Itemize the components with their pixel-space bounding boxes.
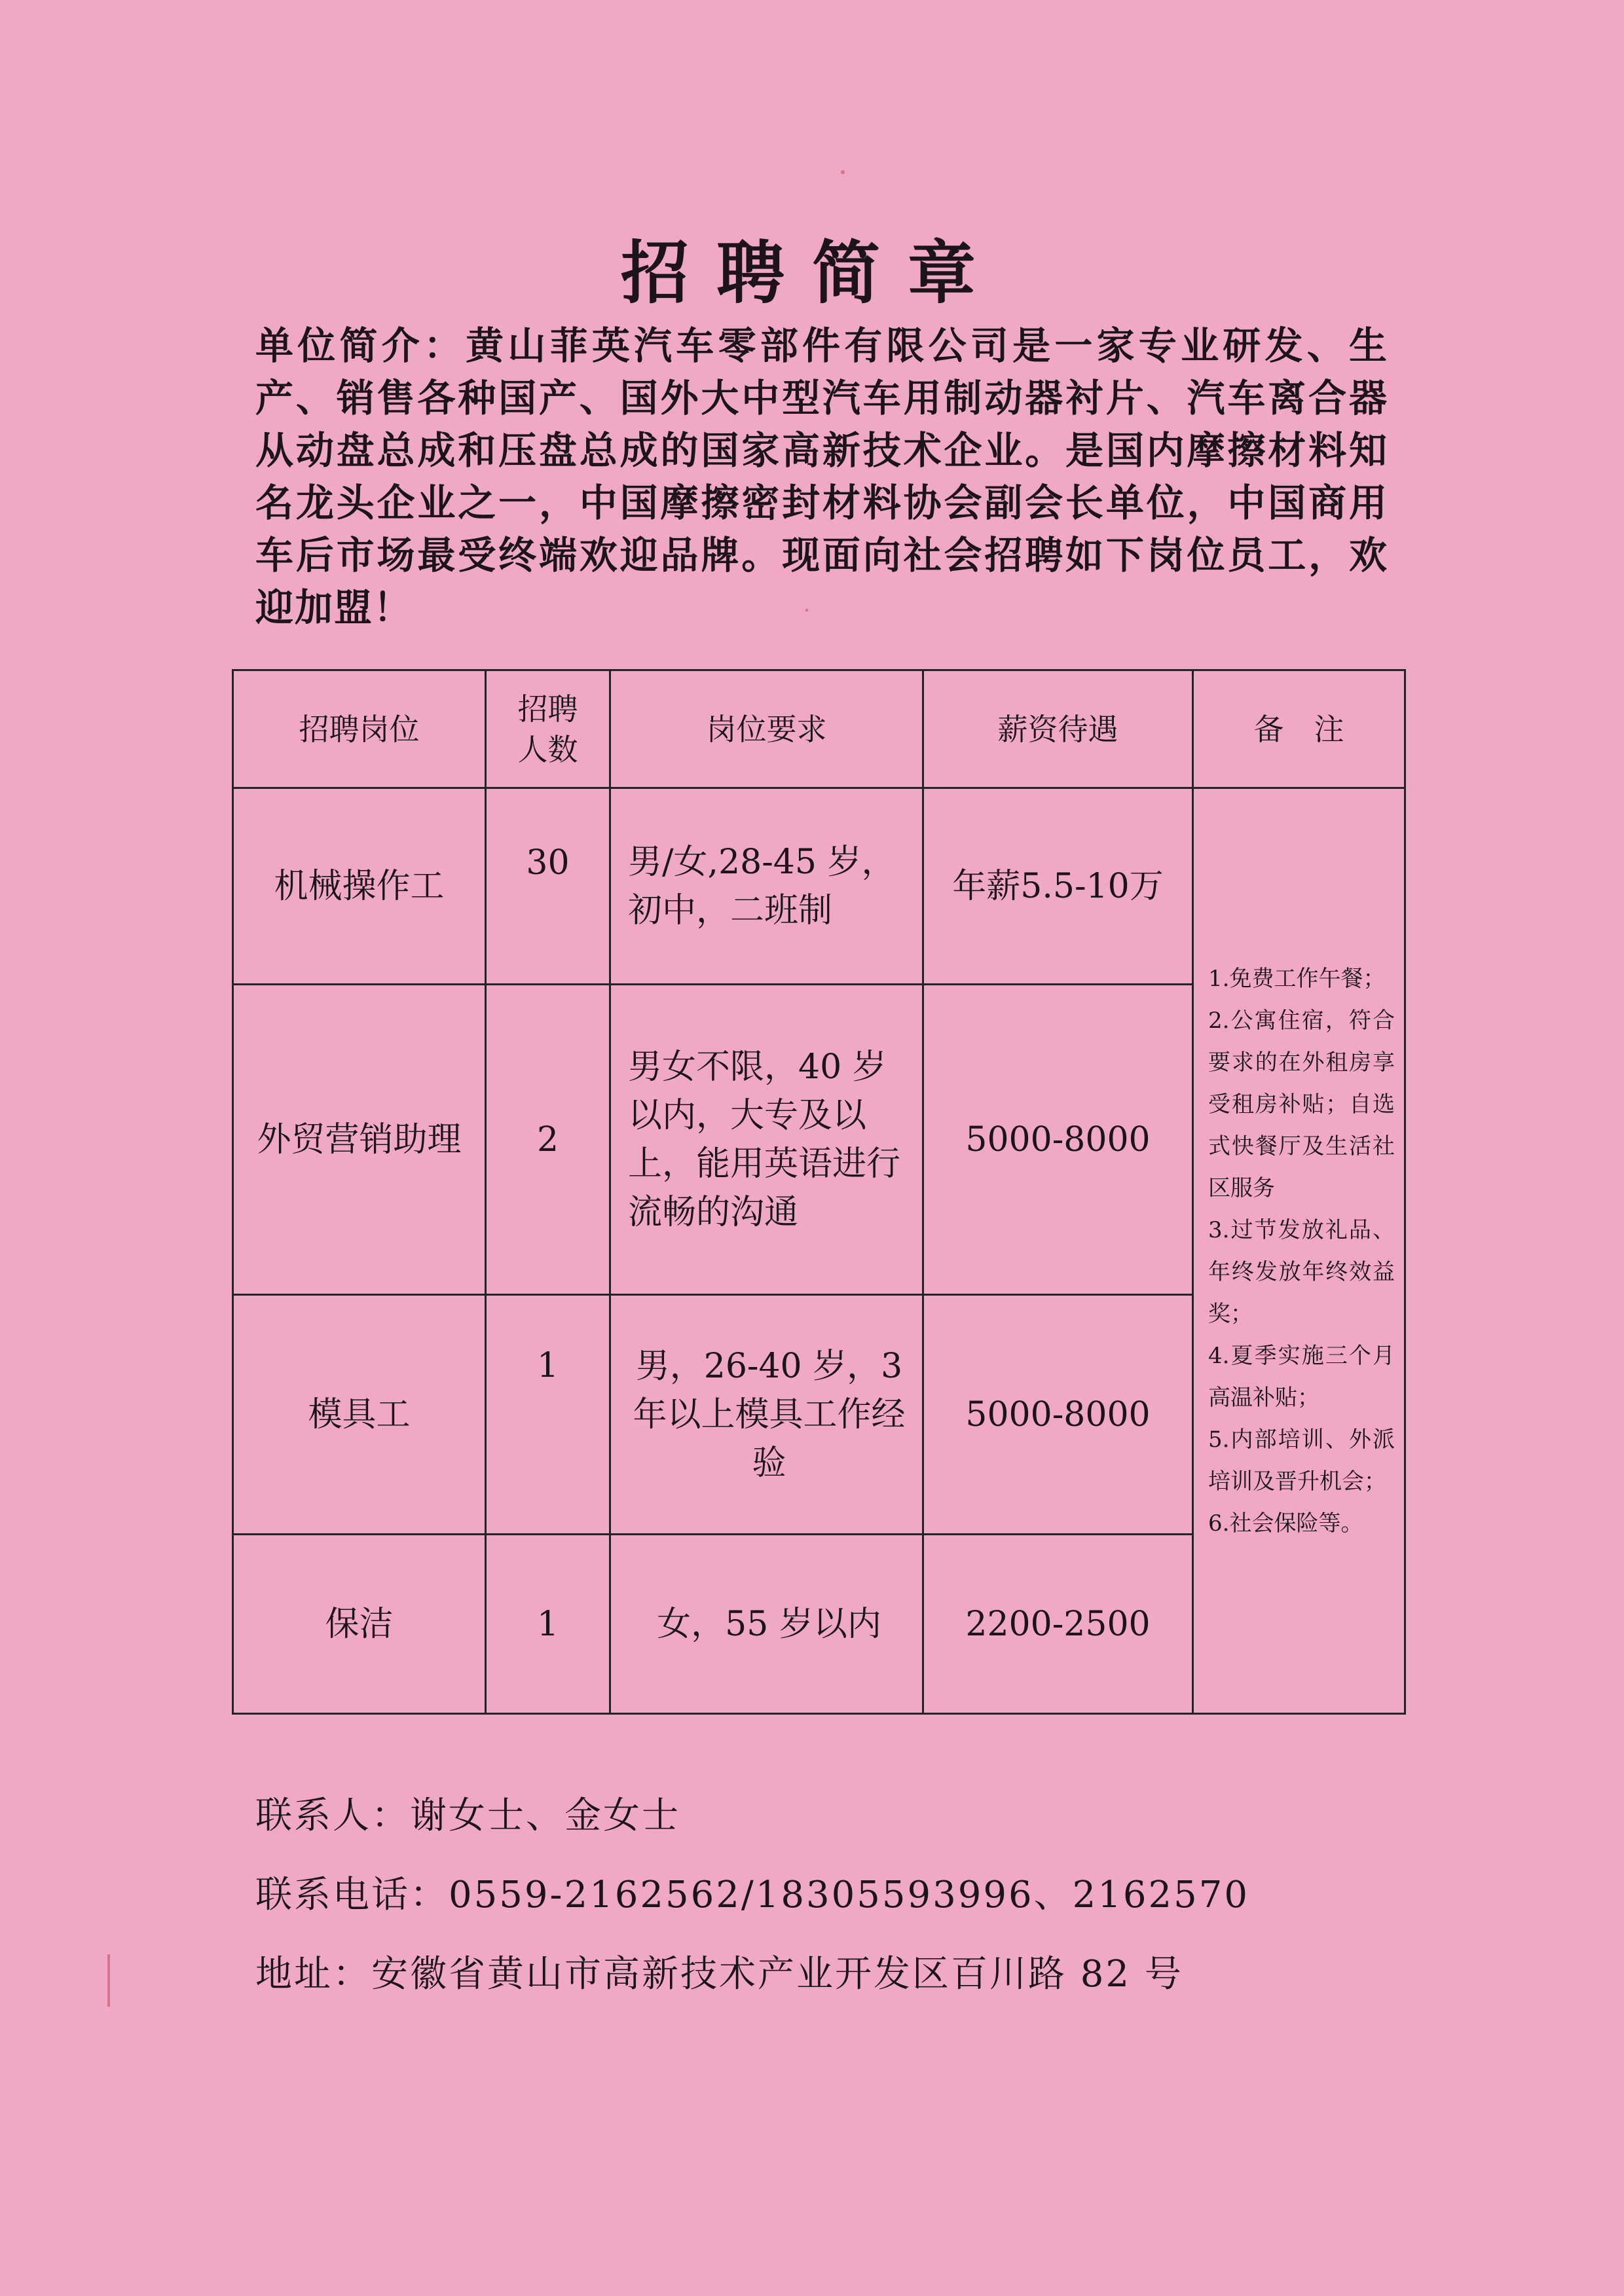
page-title: 招聘简章: [620, 232, 1003, 313]
paper-speck: [805, 609, 808, 611]
position-cell: 机械操作工: [233, 788, 486, 985]
count-cell: 30: [486, 788, 610, 985]
contact-address: 地址：安徽省黄山市高新技术产业开发区百川路 82 号: [255, 1953, 1183, 1995]
benefit-item: 3.过节发放礼品、年终发放年终效益奖；: [1208, 1216, 1395, 1327]
position-cell: 外贸营销助理: [233, 985, 486, 1295]
table-header-row: [233, 670, 1405, 788]
benefit-item: 4.夏季实施三个月高温补贴；: [1208, 1342, 1395, 1411]
header-salary: 薪资待遇: [923, 670, 1193, 788]
contact-person: 联系人：谢女士、金女士: [255, 1795, 680, 1837]
header-requirement: 岗位要求: [610, 670, 923, 788]
recruitment-table: [232, 669, 1404, 1713]
paper-speck: [841, 170, 845, 174]
count-cell: 1: [486, 1295, 610, 1535]
header-remark: 备 注: [1193, 670, 1405, 788]
header-count-line2: 人数: [517, 731, 578, 767]
benefit-item: 5.内部培训、外派培训及晋升机会；: [1208, 1426, 1395, 1495]
salary-cell: 2200-2500: [923, 1535, 1193, 1714]
salary-cell: 5000-8000: [923, 985, 1193, 1295]
position-cell: 保洁: [233, 1535, 486, 1714]
benefits-cell: [1193, 788, 1405, 1714]
paper-speck: [107, 1954, 110, 2007]
benefit-item: 1.免费工作午餐；: [1208, 965, 1386, 992]
count-cell: 1: [486, 1535, 610, 1714]
requirement-cell: 男，26-40 岁，3 年以上模具工作经验: [610, 1295, 923, 1535]
salary-cell: 5000-8000: [923, 1295, 1193, 1535]
contact-phone: 联系电话：0559-2162562/18305593996、2162570: [255, 1874, 1250, 1916]
header-position: 招聘岗位: [233, 670, 486, 788]
benefit-item: 6.社会保险等。: [1208, 1510, 1363, 1537]
header-count-line1: 招聘: [517, 691, 578, 727]
benefit-item: 2.公寓住宿，符合要求的在外租房享受租房补贴；自选式快餐厅及生活社区服务: [1208, 1007, 1395, 1201]
requirement-cell: 女，55 岁以内: [610, 1535, 923, 1714]
header-count: [486, 670, 610, 788]
company-introduction: 单位简介：黄山菲英汽车零部件有限公司是一家专业研发、生产、销售各种国产、国外大中型汽车用制动器衬片、汽车离合器从动盘总成和压盘总成的国家高新技术企业。是国内摩擦材料知名龙头企业之一，中国摩擦密封材料协会副会长单位，中国商用车后市场最受终端欢迎品牌。现面向社会招聘如下岗位员工，欢迎加盟！: [255, 323, 1388, 630]
position-cell: 模具工: [233, 1295, 486, 1535]
requirement-cell: 男/女,28-45 岁，初中，二班制: [610, 788, 923, 985]
count-cell: 2: [486, 985, 610, 1295]
salary-cell: 年薪5.5-10万: [923, 788, 1193, 985]
requirement-cell: 男女不限，40 岁以内，大专及以上，能用英语进行流畅的沟通: [610, 985, 923, 1295]
table-row: [233, 788, 1405, 985]
